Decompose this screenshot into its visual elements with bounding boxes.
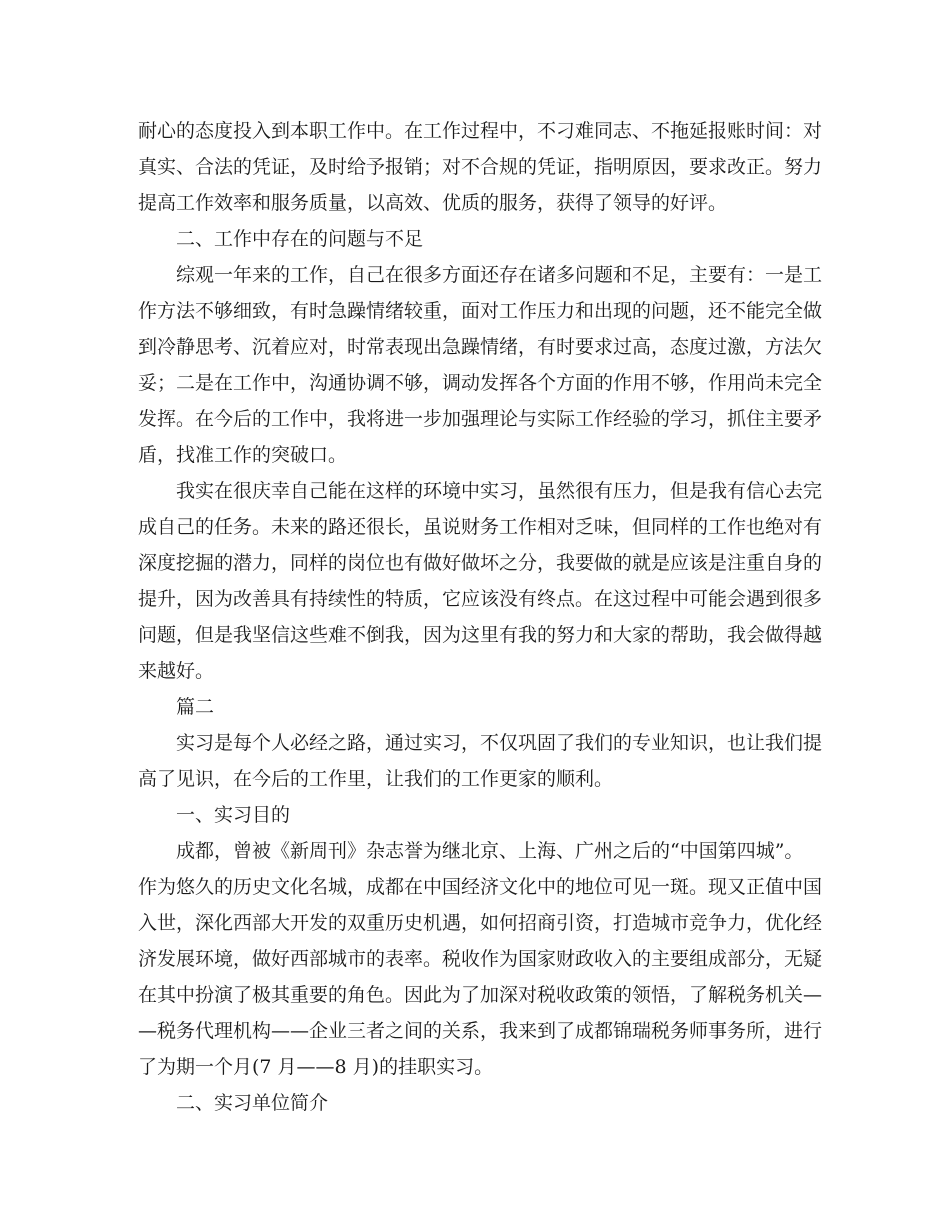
- text-line: 我实在很庆幸自己能在这样的环境中实习，虽然很有压力，但是我有信心去完: [176, 480, 823, 502]
- text-line: 来越好。: [138, 660, 215, 682]
- text-line: 深度挖掘的潜力，同样的岗位也有做好做坏之分，我要做的就是应该是注重自身的: [138, 552, 823, 574]
- text-line: 提高工作效率和服务质量，以高效、优质的服务，获得了领导的好评。: [138, 192, 728, 214]
- text-line: 成都，曾被《新周刊》杂志誉为继北京、上海、广州之后的“中国第四城”。: [176, 840, 804, 862]
- text-line: 盾，找准工作的突破口。: [138, 444, 348, 466]
- text-line: —税务代理机构——企业三者之间的关系，我来到了成都锦瑞税务师事务所，进行: [138, 1020, 823, 1042]
- text-line: 济发展环境，做好西部城市的表率。税收作为国家财政收入的主要组成部分，无疑: [138, 948, 823, 970]
- text-line: 实习是每个人必经之路，通过实习，不仅巩固了我们的专业知识，也让我们提: [176, 732, 823, 754]
- text-line: 妥；二是在工作中，沟通协调不够，调动发挥各个方面的作用不够，作用尚未完全: [138, 372, 823, 394]
- text-line: 作为悠久的历史文化名城，成都在中国经济文化中的地位可见一斑。现又正值中国: [138, 876, 823, 898]
- text-line: 真实、合法的凭证，及时给予报销；对不合规的凭证，指明原因，要求改正。努力: [138, 156, 823, 178]
- text-line: 入世，深化西部大开发的双重历史机遇，如何招商引资，打造城市竞争力，优化经: [138, 912, 823, 934]
- text-line: 综观一年来的工作，自己在很多方面还存在诸多问题和不足，主要有：一是工: [176, 264, 823, 286]
- text-line: 问题，但是我坚信这些难不倒我，因为这里有我的努力和大家的帮助，我会做得越: [138, 624, 823, 646]
- section-heading: 二、实习单位简介: [176, 1092, 329, 1114]
- text-line: 高了见识，在今后的工作里，让我们的工作更家的顺利。: [138, 768, 614, 790]
- text-line: 了为期一个月(7 月——8 月)的挂职实习。: [138, 1056, 494, 1078]
- text-line: 在其中扮演了极其重要的角色。因此为了加深对税收政策的领悟，了解税务机关—: [138, 984, 823, 1006]
- text-line: 到冷静思考、沉着应对，时常表现出急躁情绪，有时要求过高，态度过激，方法欠: [138, 336, 823, 358]
- part-heading: 篇二: [176, 696, 215, 718]
- text-line: 提升，因为改善具有持续性的特质，它应该没有终点。在这过程中可能会遇到很多: [138, 588, 823, 610]
- section-heading: 一、实习目的: [176, 804, 291, 826]
- text-line: 成自己的任务。未来的路还很长，虽说财务工作相对乏味，但同样的工作也绝对有: [138, 516, 823, 538]
- text-line: 作方法不够细致，有时急躁情绪较重，面对工作压力和出现的问题，还不能完全做: [138, 300, 823, 322]
- text-line: 发挥。在今后的工作中，我将进一步加强理论与实际工作经验的学习，抓住主要矛: [138, 408, 823, 430]
- text-line: 耐心的态度投入到本职工作中。在工作过程中，不刁难同志、不拖延报账时间：对: [138, 120, 823, 142]
- section-heading: 二、工作中存在的问题与不足: [176, 228, 424, 250]
